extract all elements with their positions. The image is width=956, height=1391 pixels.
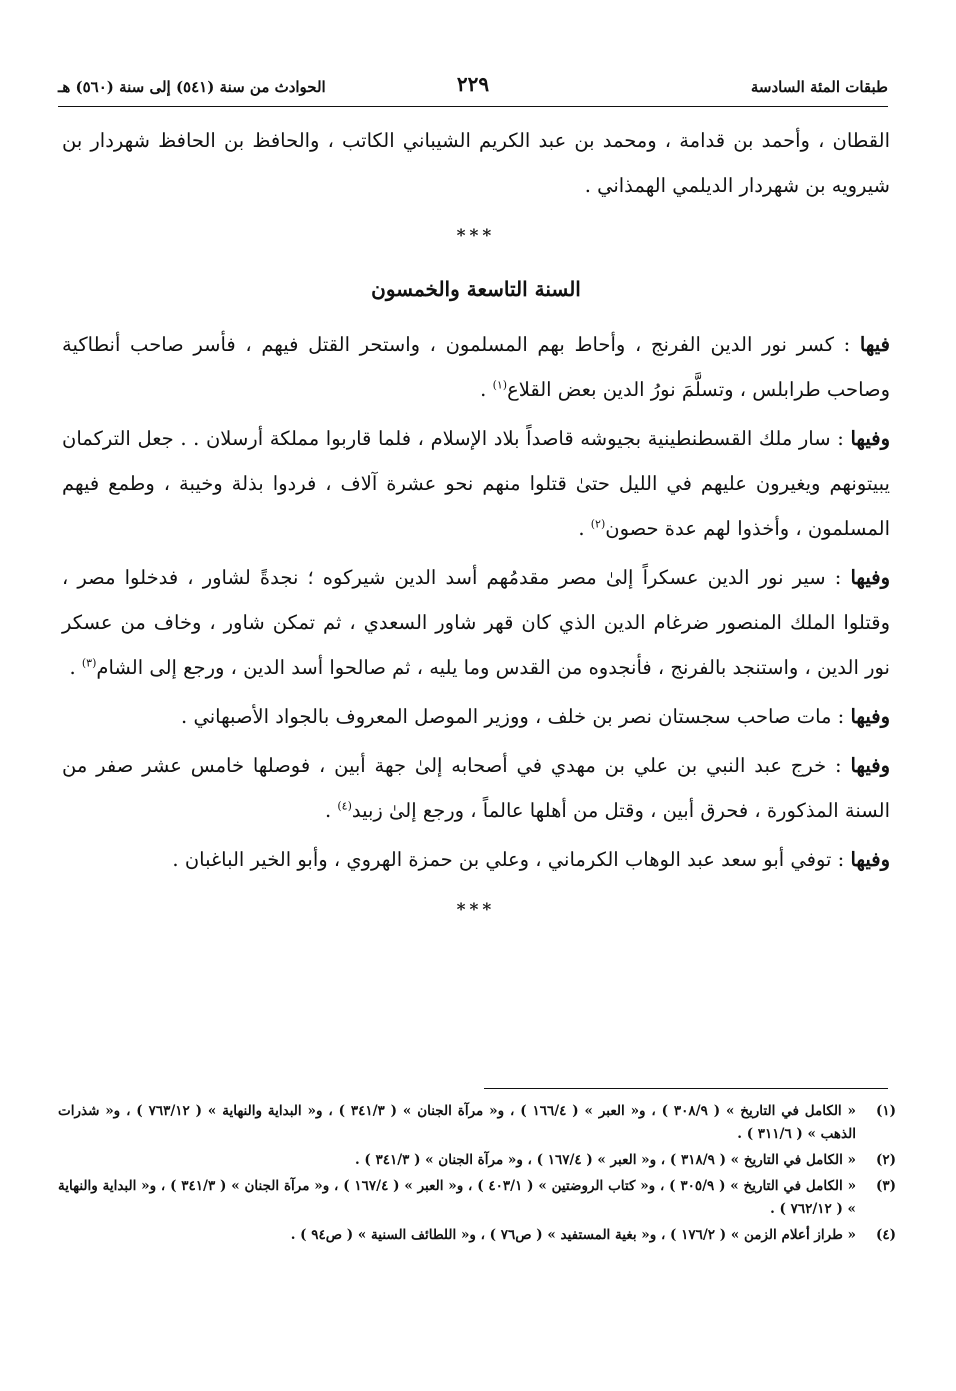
section-separator-end: ***: [456, 900, 496, 920]
event-paragraph: [62, 416, 890, 551]
footnotes: [58, 1100, 896, 1250]
event-keyword: وفيها: [850, 566, 890, 589]
footnote-text: « الكامل في التاريخ » ( ٣١٨/٩ ) ، و« العبر » ( ١٦٧/٤ ) ، و« مرآة الجنان » ( ٣٤١/٣ ) .: [354, 1152, 856, 1168]
event-paragraph: [62, 743, 890, 833]
event-end: .: [578, 517, 591, 540]
event-text: : سار ملك القسطنطينية بجيوشه قاصداً بلاد الإسلام ، فلما قاربوا مملكة أرسلان . . جعل التركمان يبيتونهم ويغيرون عليهم في الليل حتىٰ قتلوا منهم نحو عشرة آلاف ، فردوا بذلة وخيبة ، وطمع فيهم المسلمون ، وأخذوا لهم عدة حصون: [62, 427, 890, 540]
footnote: [58, 1224, 896, 1247]
event-text: : سير نور الدين عسكراً إلىٰ مصر مقدمُهم أسد الدين شيركوه ؛ نجدةً لشاور ، فدخلوا مصر ، وقتلوا الملك المنصور ضرغام الدين الذي كان قهر شاور السعدي ، ثم تمكن شاور ، وخاف من عسكر نور الدين ، واستنجد بالفرنج ، فأنجدوه من القدس وما يليه ، ثم صالحوا أسد الدين ، ورجع إلى الشام: [62, 566, 890, 679]
event-text: : توفي أبو سعد عبد الوهاب الكرماني ، وعلي بن حمزة الهروي ، وأبو الخير الباغبان .: [172, 848, 851, 871]
footnote-ref: (٤): [337, 799, 352, 813]
footnote: [58, 1100, 896, 1146]
footnote-text: « الكامل في التاريخ » ( ٣٠٨/٩ ) ، و« العبر » ( ١٦٦/٤ ) ، و« مرآة الجنان » ( ٣٤١/٣ ) ، و« البداية والنهاية » ( ٧٦٣/١٢ ) ، و« شذرات الذهب » ( ٣١١/٦ ) .: [58, 1103, 856, 1142]
event-end: .: [69, 656, 82, 679]
footnote-ref: (٣): [81, 656, 97, 670]
footnote-text: « طراز أعلام الزمن » ( ١٧٦/٢ ) ، و« بغية المستفيد » ( ص٧٦ ) ، و« اللطائف السنية » ( ص٩٤ ) .: [290, 1227, 856, 1243]
section-title: الحوادث من سنة (٥٤١) إلى سنة (٥٦٠) هـ: [58, 78, 326, 96]
footnote-number: (١): [875, 1103, 896, 1119]
footnote-text: « الكامل في التاريخ » ( ٣٠٥/٩ ) ، و« كتاب الروضتين » ( ٤٠٣/١ ) ، و« العبر » ( ١٦٧/٤ ) ، و« مرآة الجنان » ( ٣٤١/٣ ) ، و« البداية والنهاية » ( ٧٦٢/١٢ ) .: [58, 1178, 857, 1217]
footnote-ref: (١): [492, 378, 508, 392]
intro-paragraph: القطان ، وأحمد بن قدامة ، ومحمد بن عبد الكريم الشيباني الكاتب ، والحافظ بن الحافظ شهردار بن شيرويه بن شهردار الديلمي الهمذاني .: [62, 129, 890, 197]
main-text: [62, 118, 890, 941]
page-header: [58, 72, 888, 102]
event-text: : خرج عبد النبي بن علي بن مهدي في أصحابه إلىٰ جهة أبين ، فوصلها خامس عشر صفر من السنة المذكورة ، فحرق أبين ، وقتل من أهلها عالماً ، ورجع إلىٰ زبيد: [62, 754, 890, 822]
event-text: : مات صاحب سجستان نصر بن خلف ، ووزير الموصل المعروف بالجواد الأصبهاني .: [181, 705, 851, 728]
event-paragraph: [62, 837, 890, 882]
event-text: : كسر نور الدين الفرنج ، وأحاط بهم المسلمون ، واستحر القتل فيهم ، فأسر صاحب أنطاكية وصاحب طرابلس ، وتسلَّمَ نورُ الدين بعض القلاع: [62, 333, 890, 401]
event-paragraph: [62, 322, 890, 412]
year-heading: السنة التاسعة والخمسون: [371, 277, 581, 301]
footnote-rule: [484, 1088, 888, 1089]
footnote: [58, 1175, 896, 1221]
event-keyword: وفيها: [850, 705, 890, 728]
footnote-number: (٤): [875, 1227, 896, 1243]
page-number: ٢٢٩: [456, 72, 490, 96]
footnote: [58, 1149, 896, 1172]
footnote-number: (٣): [875, 1178, 896, 1194]
event-end: .: [480, 378, 493, 401]
event-paragraph: [62, 555, 890, 690]
event-end: .: [324, 799, 338, 822]
footnote-number: (٢): [875, 1152, 896, 1168]
footnote-ref: (٢): [590, 517, 606, 531]
event-keyword: وفيها: [850, 848, 890, 871]
book-title: طبقات المئة السادسة: [750, 78, 888, 96]
section-separator: ***: [456, 226, 496, 246]
header-rule: [58, 106, 888, 107]
event-keyword: وفيها: [850, 427, 890, 450]
event-paragraph: [62, 694, 890, 739]
event-keyword: فيها: [859, 333, 890, 356]
event-keyword: وفيها: [850, 754, 890, 777]
